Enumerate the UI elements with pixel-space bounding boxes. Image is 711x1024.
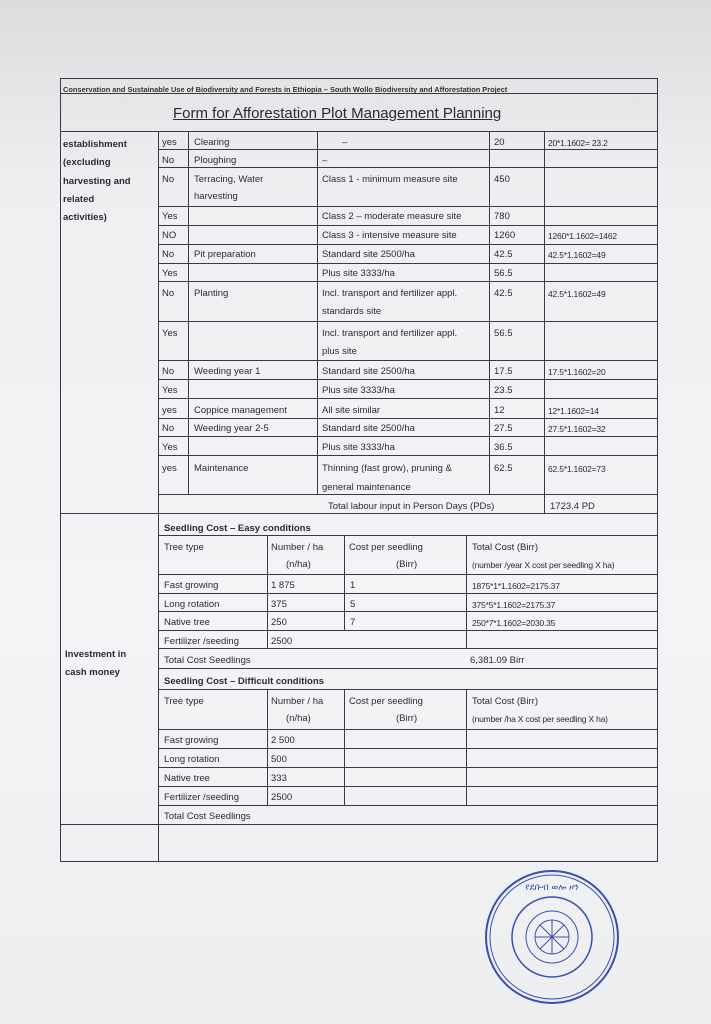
- divider: [158, 455, 658, 456]
- tree-type-cell: Native tree: [164, 617, 210, 628]
- divider: [158, 244, 658, 245]
- column-header: Total Cost (Birr): [472, 542, 538, 553]
- value-cell: 23.5: [494, 385, 513, 396]
- difficult-heading: Seedling Cost – Difficult conditions: [164, 676, 324, 687]
- tree-type-cell: Fast growing: [164, 735, 219, 746]
- cost-cell: 7: [350, 617, 356, 628]
- section-label: Investment in: [65, 649, 127, 660]
- yes-no-cell: No: [162, 155, 175, 166]
- value-cell: 62.5: [494, 463, 513, 474]
- divider: [158, 321, 658, 322]
- activity-cell: harvesting: [194, 191, 238, 202]
- desc-cell: general maintenance: [322, 482, 411, 493]
- column-header: Tree type: [164, 696, 204, 707]
- cost-cell: 1: [350, 580, 356, 591]
- value-cell: 17.5: [494, 366, 513, 377]
- number-cell: 2 500: [271, 735, 295, 746]
- desc-cell: Plus site 3333/ha: [322, 385, 395, 396]
- section-label: establishment: [63, 139, 127, 150]
- calc-cell: 17.5*1.1602=20: [548, 367, 606, 377]
- number-cell: 2500: [271, 792, 293, 803]
- activity-cell: Pit preparation: [194, 249, 256, 260]
- divider: [158, 225, 658, 226]
- divider: [158, 729, 658, 730]
- column-header: Total Cost (Birr): [472, 696, 538, 707]
- tree-type-cell: Long rotation: [164, 599, 220, 610]
- divider: [60, 131, 658, 132]
- desc-cell: Standard site 2500/ha: [322, 366, 415, 377]
- calc-cell: 42.5*1.1602=49: [548, 289, 606, 299]
- number-cell: 333: [271, 773, 287, 784]
- divider: [466, 689, 467, 805]
- stamp-text: የደቡብ ወሎ ዞን: [525, 883, 579, 893]
- value-cell: 42.5: [494, 288, 513, 299]
- number-cell: 250: [271, 617, 287, 628]
- column-header: (n/ha): [286, 713, 311, 724]
- column-header: (number /year X cost per seedling X ha): [472, 560, 615, 570]
- section-label: (excluding: [63, 157, 111, 168]
- tree-type-cell: Long rotation: [164, 754, 220, 765]
- desc-cell: –: [342, 137, 348, 148]
- divider: [158, 206, 658, 207]
- desc-cell: Standard site 2500/ha: [322, 249, 415, 260]
- desc-cell: Incl. transport and fertilizer appl.: [322, 288, 458, 299]
- divider: [267, 535, 268, 648]
- desc-cell: Incl. transport and fertilizer appl.: [322, 328, 458, 339]
- divider: [158, 805, 658, 806]
- tree-type-cell: Fertilizer /seeding: [164, 636, 239, 647]
- value-cell: 56.5: [494, 328, 513, 339]
- column-header: Cost per seedling: [349, 696, 423, 707]
- desc-cell: Standard site 2500/ha: [322, 423, 415, 434]
- section-label: cash money: [65, 667, 120, 678]
- divider: [158, 398, 658, 399]
- yes-no-cell: No: [162, 249, 175, 260]
- total-cell: 250*7*1.1602=2030.35: [472, 618, 556, 628]
- yes-no-cell: No: [162, 423, 175, 434]
- divider: [158, 689, 658, 690]
- desc-cell: –: [322, 155, 328, 166]
- divider: [158, 131, 159, 861]
- number-cell: 375: [271, 599, 287, 610]
- activity-cell: Weeding year 1: [194, 366, 261, 377]
- activity-cell: Maintenance: [194, 463, 249, 474]
- value-cell: 450: [494, 174, 510, 185]
- column-header: Number / ha: [271, 542, 324, 553]
- value-cell: 27.5: [494, 423, 513, 434]
- divider: [158, 263, 658, 264]
- tree-type-cell: Fertilizer /seeding: [164, 792, 239, 803]
- divider: [267, 689, 268, 805]
- total-cost-label: Total Cost Seedlings: [164, 811, 251, 822]
- divider: [158, 748, 658, 749]
- column-header: (number /ha X cost per seedling X ha): [472, 714, 608, 724]
- column-header: Number / ha: [271, 696, 324, 707]
- desc-cell: Class 3 - intensive measure site: [322, 230, 457, 241]
- divider: [489, 131, 490, 494]
- divider: [158, 574, 658, 575]
- value-cell: 1260: [494, 230, 516, 241]
- divider: [158, 611, 658, 612]
- calc-cell: 62.5*1.1602=73: [548, 464, 606, 474]
- activity-cell: Coppice management: [194, 405, 287, 416]
- divider: [158, 767, 658, 768]
- divider: [158, 167, 658, 168]
- divider: [158, 786, 658, 787]
- divider: [317, 131, 318, 494]
- divider: [158, 668, 658, 669]
- form-title: Form for Afforestation Plot Management Planning: [173, 105, 502, 122]
- column-header: (Birr): [396, 713, 418, 724]
- value-cell: 780: [494, 211, 510, 222]
- yes-no-cell: Yes: [162, 385, 178, 396]
- column-header: Tree type: [164, 542, 204, 553]
- divider: [158, 360, 658, 361]
- desc-cell: Thinning (fast grow), pruning &: [322, 463, 452, 474]
- number-cell: 500: [271, 754, 287, 765]
- activity-cell: Clearing: [194, 137, 230, 148]
- yes-no-cell: Yes: [162, 211, 178, 222]
- divider: [158, 281, 658, 282]
- number-cell: 1 875: [271, 580, 295, 591]
- column-header: Cost per seedling: [349, 542, 423, 553]
- total-cost-value: 6,381.09 Birr: [470, 655, 525, 666]
- section-label: harvesting and: [63, 176, 131, 187]
- desc-cell: All site similar: [322, 405, 381, 416]
- column-header: (Birr): [396, 559, 418, 570]
- yes-no-cell: yes: [162, 463, 177, 474]
- number-cell: 2500: [271, 636, 293, 647]
- desc-cell: Class 2 – moderate measure site: [322, 211, 462, 222]
- calc-cell: 20*1.1602= 23.2: [548, 138, 608, 148]
- official-seal-icon: [483, 868, 621, 1006]
- desc-cell: Plus site 3333/ha: [322, 442, 395, 453]
- calc-cell: 12*1.1602=14: [548, 406, 599, 416]
- yes-no-cell: Yes: [162, 328, 178, 339]
- yes-no-cell: No: [162, 174, 175, 185]
- value-cell: 42.5: [494, 249, 513, 260]
- tree-type-cell: Fast growing: [164, 580, 219, 591]
- tree-type-cell: Native tree: [164, 773, 210, 784]
- section-label: related: [63, 194, 95, 205]
- divider: [158, 535, 658, 536]
- value-cell: 12: [494, 405, 505, 416]
- activity-cell: Weeding year 2-5: [194, 423, 269, 434]
- value-cell: 36.5: [494, 442, 513, 453]
- divider: [60, 513, 658, 514]
- total-cost-label: Total Cost Seedlings: [164, 655, 251, 666]
- calc-cell: 42.5*1.1602=49: [548, 250, 606, 260]
- divider: [158, 648, 658, 649]
- activity-cell: Planting: [194, 288, 229, 299]
- divider: [158, 593, 658, 594]
- divider: [466, 535, 467, 648]
- divider: [60, 824, 658, 825]
- yes-no-cell: Yes: [162, 268, 178, 279]
- yes-no-cell: yes: [162, 137, 177, 148]
- desc-cell: plus site: [322, 346, 357, 357]
- divider: [344, 689, 345, 805]
- yes-no-cell: NO: [162, 230, 177, 241]
- cost-cell: 5: [350, 599, 356, 610]
- calc-cell: 27.5*1.1602=32: [548, 424, 606, 434]
- yes-no-cell: No: [162, 288, 175, 299]
- activity-cell: Ploughing: [194, 155, 237, 166]
- column-header: (n/ha): [286, 559, 311, 570]
- divider: [158, 149, 658, 150]
- divider: [188, 131, 189, 494]
- value-cell: 56.5: [494, 268, 513, 279]
- section-label: activities): [63, 212, 107, 223]
- total-cell: 1875*1*1.1602=2175.37: [472, 581, 560, 591]
- total-labour-value: 1723.4 PD: [550, 501, 595, 512]
- yes-no-cell: No: [162, 366, 175, 377]
- divider: [158, 418, 658, 419]
- total-cell: 375*5*1.1602=2175.37: [472, 600, 556, 610]
- yes-no-cell: yes: [162, 405, 177, 416]
- divider: [158, 379, 658, 380]
- divider: [158, 630, 658, 631]
- easy-heading: Seedling Cost – Easy conditions: [164, 523, 311, 534]
- divider: [158, 436, 658, 437]
- divider: [344, 535, 345, 630]
- total-labour-label: Total labour input in Person Days (PDs): [328, 501, 495, 512]
- planning-form: [60, 78, 658, 862]
- value-cell: 20: [494, 137, 505, 148]
- project-header: Conservation and Sustainable Use of Biodiversity and Forests in Ethiopia – South Wollo Biodiversity and Afforestation Project: [63, 85, 508, 94]
- desc-cell: standards site: [322, 306, 382, 317]
- activity-cell: Terracing, Water: [194, 174, 264, 185]
- desc-cell: Plus site 3333/ha: [322, 268, 395, 279]
- yes-no-cell: Yes: [162, 442, 178, 453]
- desc-cell: Class 1 - minimum measure site: [322, 174, 458, 185]
- divider: [158, 494, 658, 495]
- calc-cell: 1260*1.1602=1462: [548, 231, 617, 241]
